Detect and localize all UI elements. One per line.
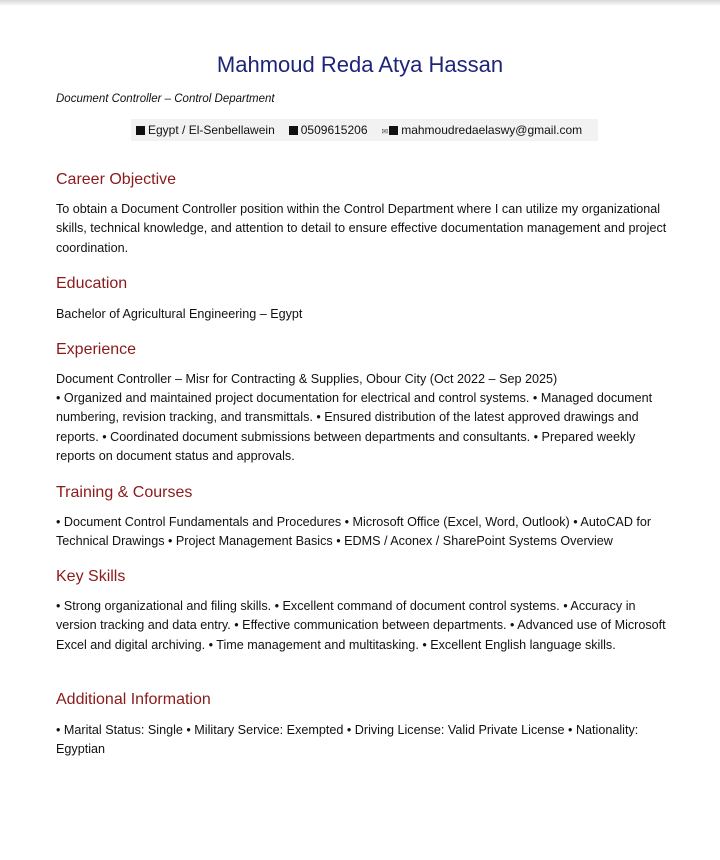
section-title-additional: Additional Information xyxy=(56,691,211,708)
contact-bar xyxy=(131,119,598,141)
section-title-training: Training & Courses xyxy=(56,484,193,501)
phone-text: 0509615206 xyxy=(300,123,368,137)
phone-item xyxy=(289,123,368,137)
skills-text: • Strong organizational and filing skills. • Excellent command of document control systems. • Accuracy in version tracking and data entry. • Effective communication between departments. • Advanced use of Microsoft Excel and digital archiving. • Time management and multitasking. • Excellent English language skills. xyxy=(56,599,666,652)
section-title-skills: Key Skills xyxy=(56,568,126,585)
location-item xyxy=(136,123,275,137)
objective-text: To obtain a Document Controller position within the Control Department where I can utilize my organizational skills, technical knowledge, and attention to detail to ensure effective documentation management and project coordination. xyxy=(56,202,667,255)
candidate-name: Mahmoud Reda Atya Hassan xyxy=(216,52,504,77)
additional-text: • Marital Status: Single • Military Service: Exempted • Driving License: Valid Private License • Nationality: Egyptian xyxy=(56,723,639,757)
email-icon xyxy=(389,126,398,135)
section-title-experience: Experience xyxy=(56,341,137,358)
phone-icon xyxy=(289,126,298,135)
envelope-icon: ✉ xyxy=(381,127,389,136)
page-top-shadow xyxy=(0,0,720,6)
job-subtitle: Document Controller – Control Department xyxy=(56,93,275,105)
location-text: Egypt / El-Senbellawein xyxy=(148,123,275,137)
education-text: Bachelor of Agricultural Engineering – Egypt xyxy=(56,307,303,321)
training-text: • Document Control Fundamentals and Procedures • Microsoft Office (Excel, Word, Outlook) • AutoCAD for Technical Drawings • Project Management Basics • EDMS / Aconex / SharePoint Systems Overview xyxy=(56,515,652,549)
experience-role: Document Controller – Misr for Contracting & Supplies, Obour City (Oct 2022 – Sep 2025) xyxy=(56,372,558,386)
experience-text: • Organized and maintained project documentation for electrical and control systems. • Managed document numbering, revision tracking, and transmittals. • Ensured distribution of the latest approved drawings and reports. • Coordinated document submissions between departments and consultants. • Prepared weekly reports on document status and approvals. xyxy=(56,391,653,463)
location-icon xyxy=(136,126,145,135)
section-title-objective: Career Objective xyxy=(56,171,177,188)
email-text[interactable]: mahmoudredaelaswy@gmail.com xyxy=(401,123,583,137)
email-item xyxy=(382,123,583,137)
section-title-education: Education xyxy=(56,275,128,292)
